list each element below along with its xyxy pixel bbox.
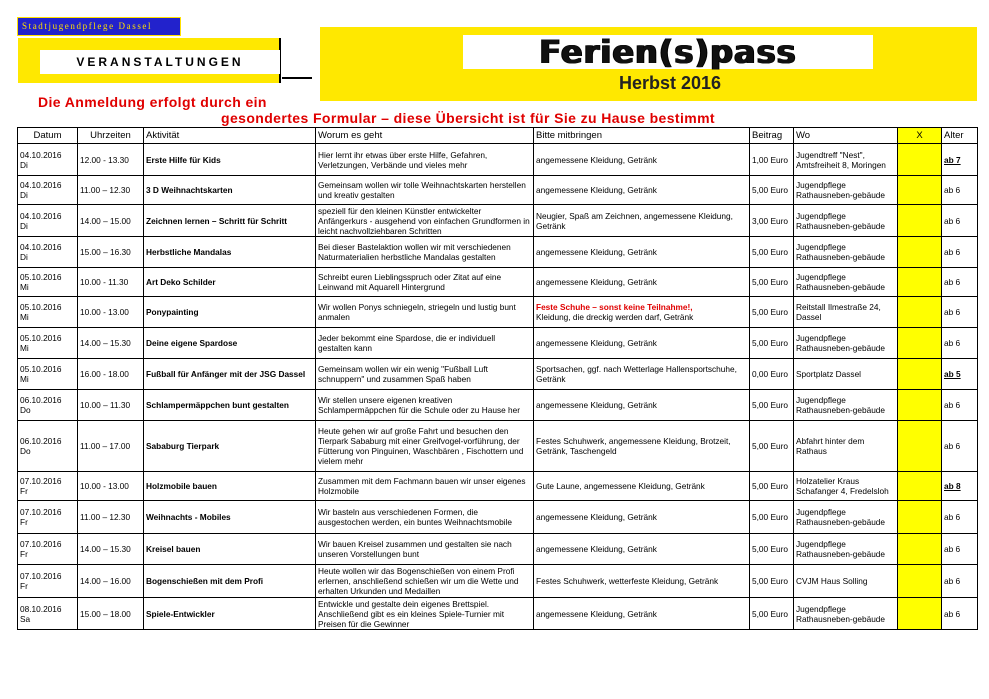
location-cell: Jugendpflege Rathausneben-gebäude bbox=[794, 598, 898, 630]
price-cell: 5,00 Euro bbox=[750, 328, 794, 359]
column-header: Beitrag bbox=[750, 128, 794, 144]
date: 07.10.2016 bbox=[20, 539, 62, 549]
selection-checkbox-cell[interactable] bbox=[898, 421, 942, 472]
organization-label: Stadtjugendpflege Dassel bbox=[17, 17, 181, 36]
activity-cell: Schlampermäppchen bunt gestalten bbox=[144, 390, 316, 421]
registration-notice-line1: Die Anmeldung erfolgt durch ein bbox=[38, 94, 267, 110]
description-cell: Wir stellen unsere eigenen kreativen Schlampermäppchen für die Schule oder zu Hause her bbox=[316, 390, 534, 421]
location-cell: Jugendpflege Rathausneben-gebäude bbox=[794, 268, 898, 297]
age-cell: ab 6 bbox=[942, 297, 978, 328]
description-cell: Hier lernt ihr etwas über erste Hilfe, Gefahren, Verletzungen, Verbände und vieles mehr bbox=[316, 144, 534, 176]
table-row bbox=[18, 176, 978, 205]
column-header: Aktivität bbox=[144, 128, 316, 144]
weekday: Sa bbox=[20, 613, 31, 624]
bring-text: angemessene Kleidung, Getränk bbox=[536, 277, 657, 287]
activity-cell: Erste Hilfe für Kids bbox=[144, 144, 316, 176]
age-cell: ab 6 bbox=[942, 598, 978, 630]
description-cell: speziell für den kleinen Künstler entwickelter Anfängerkurs - ausgehend von einfachen Grundformen in leicht nachvollziehbaren Schritten bbox=[316, 205, 534, 237]
weekday: Mi bbox=[20, 374, 29, 384]
bring-cell bbox=[534, 144, 750, 176]
price-cell: 5,00 Euro bbox=[750, 534, 794, 565]
table-row bbox=[18, 390, 978, 421]
description-cell: Wir bauen Kreisel zusammen und gestalten sie nach unseren Vorstellungen bunt bbox=[316, 534, 534, 565]
description-cell: Bei dieser Bastelaktion wollen wir mit verschiedenen Naturmaterialien herbstliche Mandalas gestalten bbox=[316, 237, 534, 268]
registration-notice-line2: gesondertes Formular – diese Übersicht ist für Sie zu Hause bestimmt bbox=[221, 110, 715, 126]
table-row bbox=[18, 237, 978, 268]
weekday: Mi bbox=[20, 282, 29, 292]
bring-cell bbox=[534, 501, 750, 534]
date: 04.10.2016 bbox=[20, 149, 62, 160]
time-cell: 11.00 – 17.00 bbox=[78, 421, 144, 472]
date: 06.10.2016 bbox=[20, 395, 62, 405]
column-header: Alter bbox=[942, 128, 978, 144]
column-header: Uhrzeiten bbox=[78, 128, 144, 144]
price-cell: 5,00 Euro bbox=[750, 598, 794, 630]
table-row bbox=[18, 328, 978, 359]
selection-checkbox-cell[interactable] bbox=[898, 144, 942, 176]
description-cell: Heute gehen wir auf große Fahrt und besuchen den Tierpark Sababurg mit einer Greifvogel-vorführung, der Fütterung von Pinguinen, Waschbären , Fischottern und vielem mehr bbox=[316, 421, 534, 472]
date: 04.10.2016 bbox=[20, 210, 62, 221]
time-cell: 15.00 – 18.00 bbox=[78, 598, 144, 630]
time-cell: 11.00 – 12.30 bbox=[78, 501, 144, 534]
date: 05.10.2016 bbox=[20, 272, 62, 282]
weekday: Mi bbox=[20, 343, 29, 353]
selection-checkbox-cell[interactable] bbox=[898, 268, 942, 297]
events-table bbox=[17, 127, 978, 630]
bring-cell bbox=[534, 565, 750, 598]
activity-cell: Zeichnen lernen – Schritt für Schritt bbox=[144, 205, 316, 237]
bring-text: Festes Schuhwerk, angemessene Kleidung, Brotzeit, Getränk, Taschengeld bbox=[536, 436, 731, 456]
time-cell: 10.00 - 11.30 bbox=[78, 268, 144, 297]
price-cell: 5,00 Euro bbox=[750, 501, 794, 534]
title-banner bbox=[320, 27, 977, 101]
table-row bbox=[18, 501, 978, 534]
location-cell: Holzatelier Kraus Schafanger 4, Fredelsloh bbox=[794, 472, 898, 501]
bring-text: angemessene Kleidung, Getränk bbox=[536, 338, 657, 348]
location-cell: Sportplatz Dassel bbox=[794, 359, 898, 390]
selection-checkbox-cell[interactable] bbox=[898, 205, 942, 237]
description-cell: Heute wollen wir das Bogenschießen von einem Profi erlernen, anschließend schießen wir um die Wette und erhalten Urkunden und Medaillen bbox=[316, 565, 534, 598]
date-cell bbox=[18, 176, 78, 205]
bring-cell bbox=[534, 205, 750, 237]
selection-checkbox-cell[interactable] bbox=[898, 565, 942, 598]
date-cell bbox=[18, 144, 78, 176]
date: 07.10.2016 bbox=[20, 571, 62, 581]
date-cell bbox=[18, 472, 78, 501]
table-row bbox=[18, 534, 978, 565]
date-cell bbox=[18, 205, 78, 237]
time-cell: 11.00 – 12.30 bbox=[78, 176, 144, 205]
age-cell: ab 6 bbox=[942, 176, 978, 205]
bring-text: Festes Schuhwerk, wetterfeste Kleidung, Getränk bbox=[536, 576, 719, 586]
weekday: Mi bbox=[20, 312, 29, 322]
bring-cell bbox=[534, 421, 750, 472]
ferienspass-logo: Ferien(s)pass bbox=[463, 35, 873, 69]
table-row bbox=[18, 297, 978, 328]
date-cell bbox=[18, 297, 78, 328]
weekday: Do bbox=[20, 405, 31, 415]
location-cell: Jugendpflege Rathausneben-gebäude bbox=[794, 390, 898, 421]
activity-cell: Art Deko Schilder bbox=[144, 268, 316, 297]
price-cell: 3,00 Euro bbox=[750, 205, 794, 237]
weekday: Di bbox=[20, 190, 28, 200]
time-cell: 10.00 – 11.30 bbox=[78, 390, 144, 421]
date: 06.10.2016 bbox=[20, 436, 62, 446]
date-cell bbox=[18, 598, 78, 630]
description-cell: Wir basteln aus verschiedenen Formen, die ausgestochen werden, ein buntes Weihnachtsmobile bbox=[316, 501, 534, 534]
section-banner bbox=[18, 38, 281, 83]
age-cell: ab 6 bbox=[942, 205, 978, 237]
date-cell bbox=[18, 421, 78, 472]
bring-text: Neugier, Spaß am Zeichnen, angemessene Kleidung, Getränk bbox=[536, 210, 733, 231]
table-header-row bbox=[18, 128, 978, 144]
bring-text: angemessene Kleidung, Getränk bbox=[536, 400, 657, 410]
age-cell: ab 8 bbox=[942, 472, 978, 501]
bring-text: angemessene Kleidung, Getränk bbox=[536, 512, 657, 522]
season-title: Herbst 2016 bbox=[618, 73, 722, 93]
bring-cell bbox=[534, 237, 750, 268]
selection-checkbox-cell[interactable] bbox=[898, 501, 942, 534]
time-cell: 10.00 - 13.00 bbox=[78, 472, 144, 501]
age-cell: ab 6 bbox=[942, 390, 978, 421]
activity-cell: Bogenschießen mit dem Profi bbox=[144, 565, 316, 598]
price-cell: 5,00 Euro bbox=[750, 268, 794, 297]
price-cell: 5,00 Euro bbox=[750, 565, 794, 598]
price-cell: 5,00 Euro bbox=[750, 472, 794, 501]
age-cell: ab 6 bbox=[942, 421, 978, 472]
time-cell: 14.00 – 15.30 bbox=[78, 328, 144, 359]
location-cell: Reitstall Ilmestraße 24, Dassel bbox=[794, 297, 898, 328]
column-header: Datum bbox=[18, 128, 78, 144]
bring-cell bbox=[534, 472, 750, 501]
bring-cell bbox=[534, 598, 750, 630]
price-cell: 5,00 Euro bbox=[750, 176, 794, 205]
weekday: Fr bbox=[20, 517, 28, 527]
time-cell: 15.00 – 16.30 bbox=[78, 237, 144, 268]
weekday: Di bbox=[20, 220, 28, 231]
time-cell: 14.00 – 15.00 bbox=[78, 205, 144, 237]
bring-text: Gute Laune, angemessene Kleidung, Getränk bbox=[536, 481, 705, 491]
activity-cell: Spiele-Entwickler bbox=[144, 598, 316, 630]
bring-cell bbox=[534, 359, 750, 390]
date: 08.10.2016 bbox=[20, 603, 62, 614]
age-cell: ab 6 bbox=[942, 565, 978, 598]
time-cell: 12.00 - 13.30 bbox=[78, 144, 144, 176]
selection-checkbox-cell[interactable] bbox=[898, 297, 942, 328]
table-row bbox=[18, 598, 978, 630]
selection-checkbox-cell[interactable] bbox=[898, 534, 942, 565]
date: 07.10.2016 bbox=[20, 507, 62, 517]
activity-cell: Herbstliche Mandalas bbox=[144, 237, 316, 268]
description-cell: Wir wollen Ponys schniegeln, striegeln und lustig bunt anmalen bbox=[316, 297, 534, 328]
price-cell: 5,00 Euro bbox=[750, 237, 794, 268]
weekday: Fr bbox=[20, 549, 28, 559]
table-row bbox=[18, 472, 978, 501]
bring-cell bbox=[534, 534, 750, 565]
activity-cell: Weihnachts - Mobiles bbox=[144, 501, 316, 534]
bring-text: angemessene Kleidung, Getränk bbox=[536, 544, 657, 554]
price-cell: 0,00 Euro bbox=[750, 359, 794, 390]
location-cell: Jugendpflege Rathausneben-gebäude bbox=[794, 237, 898, 268]
date: 07.10.2016 bbox=[20, 476, 62, 486]
date: 04.10.2016 bbox=[20, 180, 62, 190]
weekday: Di bbox=[20, 252, 28, 262]
location-cell: Jugendpflege Rathausneben-gebäude bbox=[794, 328, 898, 359]
activity-cell: Kreisel bauen bbox=[144, 534, 316, 565]
date-cell bbox=[18, 237, 78, 268]
age-cell: ab 5 bbox=[942, 359, 978, 390]
location-cell: Abfahrt hinter dem Rathaus bbox=[794, 421, 898, 472]
bring-text: angemessene Kleidung, Getränk bbox=[536, 608, 657, 619]
selection-checkbox-cell[interactable] bbox=[898, 472, 942, 501]
age-cell: ab 6 bbox=[942, 501, 978, 534]
divider bbox=[282, 77, 312, 79]
description-cell: Gemeinsam wollen wir ein wenig "Fußball Luft schnuppern" und zusammen Spaß haben bbox=[316, 359, 534, 390]
date-cell bbox=[18, 501, 78, 534]
age-cell: ab 6 bbox=[942, 534, 978, 565]
time-cell: 16.00 - 18.00 bbox=[78, 359, 144, 390]
age-cell: ab 7 bbox=[942, 144, 978, 176]
price-cell: 5,00 Euro bbox=[750, 297, 794, 328]
weekday: Do bbox=[20, 446, 31, 456]
weekday: Fr bbox=[20, 581, 28, 591]
table-row bbox=[18, 421, 978, 472]
bring-cell bbox=[534, 328, 750, 359]
date-cell bbox=[18, 390, 78, 421]
activity-cell: Holzmobile bauen bbox=[144, 472, 316, 501]
date: 04.10.2016 bbox=[20, 242, 62, 252]
table-row bbox=[18, 359, 978, 390]
location-cell: Jugendpflege Rathausneben-gebäude bbox=[794, 176, 898, 205]
selection-checkbox-cell[interactable] bbox=[898, 359, 942, 390]
column-header-x: X bbox=[898, 128, 942, 144]
location-cell: CVJM Haus Solling bbox=[794, 565, 898, 598]
table-row bbox=[18, 268, 978, 297]
description-cell: Gemeinsam wollen wir tolle Weihnachtskarten herstellen und kreativ gestalten bbox=[316, 176, 534, 205]
date-cell bbox=[18, 359, 78, 390]
table-row bbox=[18, 144, 978, 176]
description-cell: Schreibt euren Lieblingsspruch oder Zitat auf eine Leinwand mit Aquarell Hintergrund bbox=[316, 268, 534, 297]
description-cell: Entwickle und gestalte dein eigenes Brettspiel. Anschließend gibt es ein kleines Spiele-Turnier mit Preisen für die Gewinner bbox=[316, 598, 534, 630]
location-cell: Jugendpflege Rathausneben-gebäude bbox=[794, 534, 898, 565]
bring-text: angemessene Kleidung, Getränk bbox=[536, 185, 657, 195]
section-title: VERANSTALTUNGEN bbox=[40, 50, 280, 74]
column-header: Worum es geht bbox=[316, 128, 534, 144]
bring-text: Sportsachen, ggf. nach Wetterlage Hallensportschuhe, Getränk bbox=[536, 364, 737, 384]
location-cell: Jugendpflege Rathausneben-gebäude bbox=[794, 205, 898, 237]
age-cell: ab 6 bbox=[942, 237, 978, 268]
bring-cell bbox=[534, 176, 750, 205]
time-cell: 14.00 – 15.30 bbox=[78, 534, 144, 565]
activity-cell: Sababurg Tierpark bbox=[144, 421, 316, 472]
selection-checkbox-cell[interactable] bbox=[898, 237, 942, 268]
selection-checkbox-cell[interactable] bbox=[898, 176, 942, 205]
age-cell: ab 6 bbox=[942, 268, 978, 297]
activity-cell: Fußball für Anfänger mit der JSG Dassel bbox=[144, 359, 316, 390]
column-header: Wo bbox=[794, 128, 898, 144]
activity-cell: Deine eigene Spardose bbox=[144, 328, 316, 359]
bring-text: Kleidung, die dreckig werden darf, Getränk bbox=[536, 312, 694, 322]
table-row bbox=[18, 565, 978, 598]
bring-cell bbox=[534, 390, 750, 421]
date-cell bbox=[18, 534, 78, 565]
column-header: Bitte mitbringen bbox=[534, 128, 750, 144]
age-cell: ab 6 bbox=[942, 328, 978, 359]
price-cell: 5,00 Euro bbox=[750, 390, 794, 421]
price-cell: 5,00 Euro bbox=[750, 421, 794, 472]
date-cell bbox=[18, 268, 78, 297]
date: 05.10.2016 bbox=[20, 333, 62, 343]
activity-cell: 3 D Weihnachtskarten bbox=[144, 176, 316, 205]
bring-warning: Feste Schuhe – sonst keine Teilnahme!, bbox=[536, 302, 693, 312]
weekday: Fr bbox=[20, 486, 28, 496]
date-cell bbox=[18, 328, 78, 359]
date: 05.10.2016 bbox=[20, 302, 62, 312]
table-row bbox=[18, 205, 978, 237]
activity-cell: Ponypainting bbox=[144, 297, 316, 328]
date: 05.10.2016 bbox=[20, 364, 62, 374]
date-cell bbox=[18, 565, 78, 598]
weekday: Di bbox=[20, 159, 28, 170]
location-cell: Jugendpflege Rathausneben-gebäude bbox=[794, 501, 898, 534]
location-cell: Jugendtreff "Nest", Amtsfreiheit 8, Moringen bbox=[794, 144, 898, 176]
selection-checkbox-cell[interactable] bbox=[898, 328, 942, 359]
bring-text: angemessene Kleidung, Getränk bbox=[536, 154, 657, 165]
bring-text: angemessene Kleidung, Getränk bbox=[536, 247, 657, 257]
price-cell: 1,00 Euro bbox=[750, 144, 794, 176]
time-cell: 10.00 - 13.00 bbox=[78, 297, 144, 328]
selection-checkbox-cell[interactable] bbox=[898, 598, 942, 630]
bring-cell bbox=[534, 268, 750, 297]
description-cell: Jeder bekommt eine Spardose, die er individuell gestalten kann bbox=[316, 328, 534, 359]
selection-checkbox-cell[interactable] bbox=[898, 390, 942, 421]
description-cell: Zusammen mit dem Fachmann bauen wir unser eigenes Holzmobile bbox=[316, 472, 534, 501]
time-cell: 14.00 – 16.00 bbox=[78, 565, 144, 598]
bring-cell bbox=[534, 297, 750, 328]
